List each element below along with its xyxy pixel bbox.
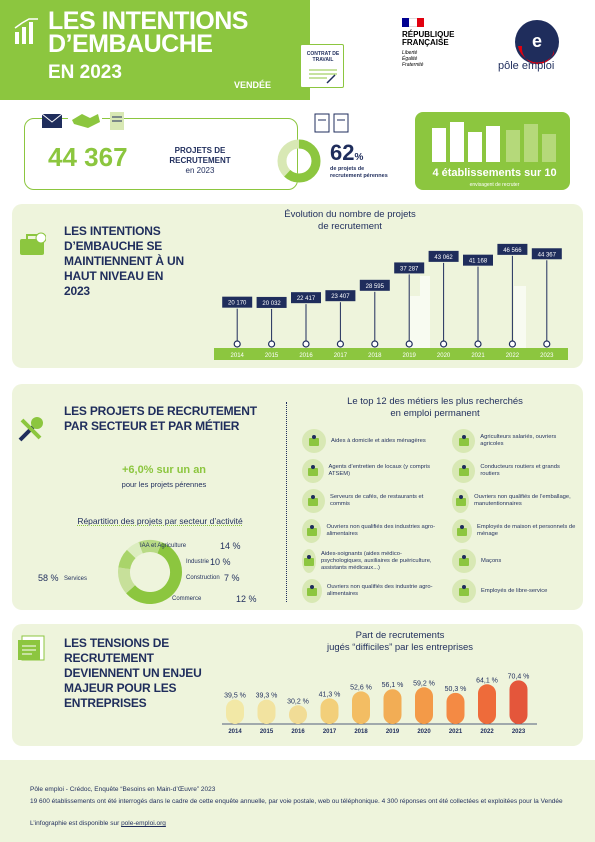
year-label: 2015 — [259, 729, 274, 735]
bar — [352, 691, 370, 724]
year-label: 2022 — [480, 729, 494, 735]
bar-value-label: 39,5 % — [224, 692, 246, 700]
value-point — [441, 341, 447, 347]
sector-percent: 14 % — [220, 541, 241, 551]
footer-method: 19 600 établissements ont été interrogés dans le cadre de cette enquête annuelle, par voie postale, web ou téléphonique. 4 300 réponses ont été collectées et exploitées pour la Vendée — [30, 798, 563, 805]
building-silhouette — [410, 276, 526, 348]
metier-icon — [302, 489, 325, 513]
evolution-chart-title: Évolution du nombre de projets de recrutement — [284, 209, 416, 232]
bar — [384, 689, 402, 724]
value-label: 28 595 — [365, 283, 384, 290]
bar-value-label: 70,4 % — [507, 673, 530, 681]
value-point — [269, 341, 275, 347]
value-label: 46 566 — [503, 247, 522, 254]
bar — [478, 684, 496, 724]
metier-item — [302, 426, 440, 456]
sector-percent: 58 % — [38, 573, 59, 583]
value-point — [337, 341, 343, 347]
sector-donut-chart — [20, 532, 270, 608]
metier-label: Maçons — [481, 557, 502, 564]
metier-icon — [302, 429, 326, 453]
metier-icon — [452, 489, 469, 513]
bar-value-label: 64,1 % — [476, 677, 498, 685]
perennial-label: de projets de recrutement pérennes — [330, 166, 388, 179]
growth-stat: +6,0% sur un an — [121, 464, 207, 476]
briefcase-icon — [18, 232, 46, 256]
metier-icon — [452, 459, 475, 483]
year-label: 2016 — [299, 353, 313, 359]
year-label: 2017 — [322, 729, 337, 735]
bar-value-label: 50,3 % — [444, 685, 467, 693]
value-label: 41 168 — [468, 258, 488, 265]
sector-slice — [124, 554, 131, 568]
sector-slice — [124, 568, 131, 589]
metier-item — [452, 456, 578, 486]
envelope-handshake-icon — [42, 108, 128, 132]
metier-item — [452, 546, 578, 576]
metier-icon — [452, 429, 475, 453]
perennial-percent: 62% — [330, 140, 364, 165]
metier-label: Serveurs de cafés, de restaurants et commis — [329, 494, 424, 507]
sector-label: Services — [64, 576, 88, 582]
bar — [415, 687, 433, 724]
metier-icon — [452, 519, 472, 543]
metier-item — [452, 576, 578, 606]
bar — [289, 705, 307, 724]
tools-icon — [16, 414, 46, 444]
bar-value-label: 52,6 % — [350, 684, 372, 692]
metier-item — [302, 456, 440, 486]
metier-label: Aides à domicile et aides ménagères — [331, 437, 426, 444]
year-label: 2017 — [333, 353, 348, 359]
metier-label: Ouvriers non qualifiés de l’emballage, manutentionnaires — [474, 494, 571, 507]
bar — [226, 700, 244, 724]
sector-chart-title: Répartition des projets par secteur d’activité — [77, 516, 243, 526]
metier-label: Employés de maison et personnels de ménage — [477, 524, 576, 537]
bar-value-label: 30,2 % — [287, 698, 309, 706]
pole-emploi-name: pôle emploi — [498, 60, 555, 72]
year-label: 2021 — [448, 729, 463, 735]
metier-label: Employés de libre-service — [481, 587, 548, 594]
value-point — [406, 341, 412, 347]
value-point — [234, 341, 240, 347]
year-label: 2015 — [264, 353, 279, 359]
bar — [447, 693, 465, 724]
svg-text:e: e — [531, 31, 543, 51]
metier-label: Agents d’entretien de locaux (y compris ATSEM) — [328, 464, 431, 477]
sector-percent: 12 % — [236, 594, 257, 604]
metier-label: Conducteurs routiers et grands routiers — [480, 464, 560, 477]
sector-label: Construction — [186, 575, 220, 581]
growth-sub: pour les projets pérennes — [121, 480, 207, 489]
metier-item — [302, 516, 440, 546]
year-label: 2019 — [385, 729, 400, 735]
value-point — [303, 341, 309, 347]
metier-item — [452, 516, 578, 546]
bar — [321, 698, 339, 724]
establishments-stat: 4 établissements sur 10 — [432, 167, 557, 179]
value-label: 43 062 — [434, 254, 453, 261]
value-label: 22 417 — [296, 296, 316, 303]
section3-title: LES TENSIONS DE RECRUTEMENT DEVIENNENT UN ENJEU MAJEUR POUR LES ENTREPRISES — [64, 636, 202, 710]
metier-label: Agriculteurs salariés, ouvriers agricoles — [480, 434, 557, 447]
difficulty-chart — [222, 656, 572, 742]
footer-source: Pôle emploi - Crédoc, Enquête “Besoins en Main-d’Œuvre” 2023 — [30, 786, 216, 793]
year-label: 2023 — [540, 353, 554, 359]
documents-icon — [314, 112, 350, 134]
metier-icon — [452, 549, 476, 573]
evolution-chart — [214, 236, 574, 362]
section1-title: LES INTENTIONS D’EMBAUCHE SE MAINTIENNENT À UN HAUT NIVEAU EN 2023 — [64, 224, 184, 298]
metier-item — [452, 486, 578, 516]
value-point — [544, 341, 550, 347]
bar-chart-icon — [14, 18, 42, 44]
metiers-list — [302, 426, 578, 608]
year-label: 2023 — [511, 729, 526, 735]
year-label: 2014 — [230, 353, 244, 359]
page-title: LES INTENTIONS D’EMBAUCHE — [48, 7, 248, 58]
section2-title: LES PROJETS DE RECRUTEMENT PAR SECTEUR ET PAR MÉTIER — [64, 404, 257, 433]
sector-label: Commerce — [172, 596, 202, 602]
projects-year: en 2023 — [185, 166, 215, 175]
footer-link-line: L’infographie est disponible sur pole-emploi.org — [30, 820, 166, 827]
document-icon — [16, 634, 50, 662]
divider — [286, 402, 287, 602]
metier-icon — [302, 519, 321, 543]
metier-icon — [302, 549, 316, 573]
year-label: 2016 — [291, 729, 305, 735]
year-label: 2021 — [471, 353, 485, 359]
bar-value-label: 39,3 % — [255, 692, 278, 700]
metier-item — [302, 486, 440, 516]
bar-value-label: 59,2 % — [413, 680, 435, 688]
bar-value-label: 41,3 % — [318, 691, 341, 699]
republique-francaise-logo: RÉPUBLIQUE FRANÇAISE Liberté Égalité Fraternité — [402, 18, 462, 68]
metier-item — [302, 546, 440, 576]
page-year: EN 2023 — [48, 62, 122, 83]
value-label: 23 407 — [331, 294, 350, 301]
metier-icon — [452, 579, 476, 603]
bar-value-label: 56,1 % — [381, 682, 404, 690]
footer-link[interactable]: pole-emploi.org — [121, 820, 166, 827]
value-label: 20 170 — [228, 300, 247, 307]
value-label: 37 287 — [400, 266, 419, 273]
year-label: 2022 — [505, 353, 520, 359]
contract-icon: CONTRAT DE TRAVAIL — [300, 44, 344, 88]
buildings-icon — [430, 118, 558, 162]
region-label: VENDÉE — [234, 80, 272, 90]
year-label: 2018 — [368, 353, 382, 359]
value-point — [509, 341, 515, 347]
projects-label: PROJETS DE RECRUTEMENT — [169, 146, 231, 165]
metier-label: Ouvriers non qualifiés des industries agro-alimentaires — [326, 524, 436, 537]
year-label: 2020 — [417, 729, 431, 735]
difficulty-chart-title: Part de recrutements jugés “difficiles” par les entreprises — [326, 630, 474, 653]
metier-label: Aides-soignants (aides médico-psychologiques, auxiliaires de puériculture, assistants médicaux...) — [321, 550, 432, 571]
establishments-sub: envisagent de recruter — [469, 182, 520, 188]
top12-title: Le top 12 des métiers les plus recherchés en emploi permanent — [347, 396, 523, 419]
sector-percent: 10 % — [210, 557, 231, 567]
metier-icon — [302, 579, 322, 603]
bar — [510, 680, 528, 724]
year-label: 2019 — [402, 353, 416, 359]
metier-label: Ouvriers non qualifiés des industrie agro-alimentaires — [326, 584, 433, 597]
year-label: 2018 — [354, 729, 368, 735]
value-point — [475, 341, 481, 347]
value-label: 44 367 — [537, 252, 556, 259]
metier-item — [452, 426, 578, 456]
value-label: 20 032 — [262, 300, 281, 307]
year-label: 2020 — [436, 353, 451, 359]
bar — [258, 700, 276, 724]
value-point — [372, 341, 378, 347]
sector-label: IAA et Agriculture — [140, 543, 187, 549]
metier-item — [302, 576, 440, 606]
year-label: 2014 — [228, 729, 242, 735]
sector-label: Industrie — [186, 559, 210, 565]
sector-percent: 7 % — [224, 573, 240, 583]
metier-icon — [302, 459, 324, 483]
projects-number: 44 367 — [48, 142, 128, 172]
perennial-donut — [276, 138, 322, 184]
